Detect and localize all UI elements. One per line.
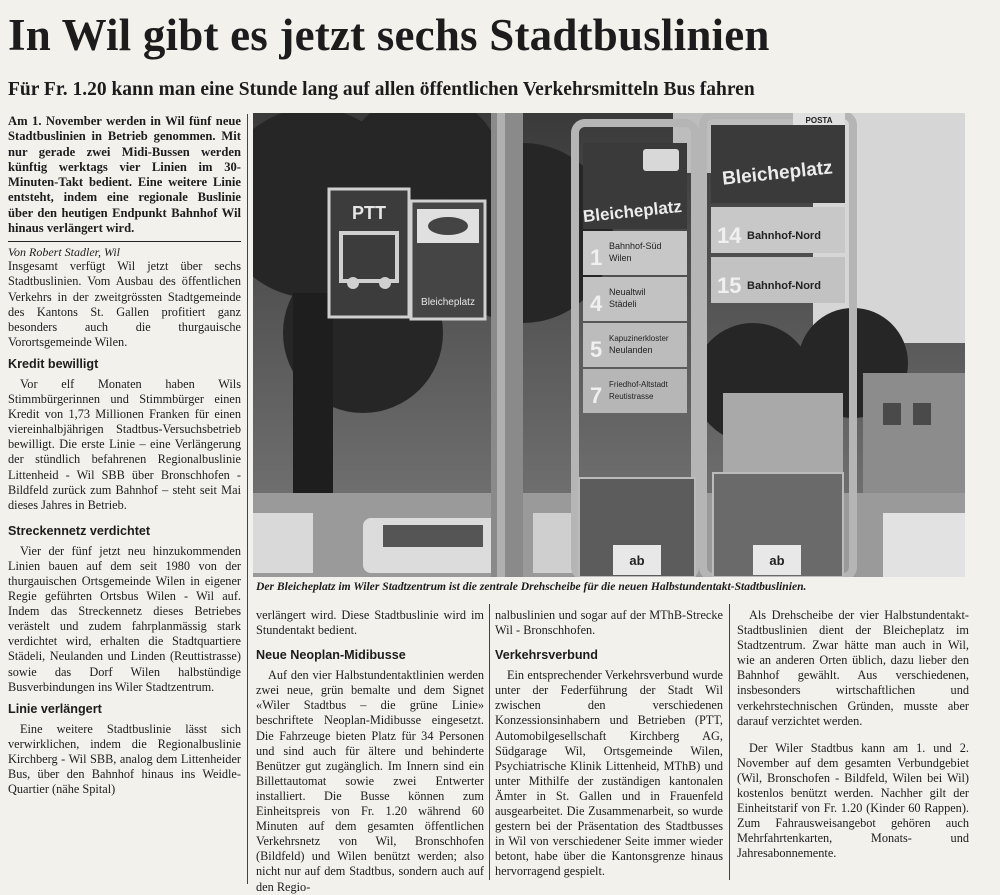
heading-kredit: Kredit bewilligt [8,356,99,371]
column-divider [247,114,248,884]
left-line-1-dest: Bahnhof-Süd [609,241,662,251]
headline: In Wil gibt es jetzt sechs Stadtbuslinien [8,10,770,60]
column-divider-3 [729,604,730,880]
left-line-1-number: 1 [590,245,603,270]
heading-linie: Linie verlängert [8,701,102,716]
left-line-7-dest: Friedhof-Altstadt [609,380,668,389]
left-line-5-dest: Kapuzinerkloster [609,334,669,343]
subheadline: Für Fr. 1.20 kann man eine Stunde lang auf allen öffentlichen Verkehrsmitteln Bus fahren [8,79,755,100]
stop-name-right: Bleicheplatz [721,157,834,190]
streckennetz-paragraph: Vier der fünf jetzt neu hinzukommenden Linien bauen auf dem seit 1980 von der thurgauischen Ortsgemeinde Wilen in eigener Regie geführten Ortsbus Wilen - Wil auf. Indem das Streckennetz dieses Betriebes verästelt und zudem fahrplanmässig stark verdichtet wird, erhalten die Stadtquartiere Städeli, Neulanden und Linden (Reuttistrasse) sowie das Dorf Wilen halbstündige Busverbindungen ins Wiler Stadtzentrum. [8,543,241,694]
intro-paragraph: Insgesamt verfügt Wil jetzt über sechs Stadtbuslinien. Vom Ausbau des öffentlichen Verkehrs in der zweitgrössten Stadtgemeinde des Kantons St. Gallen profitiert ganz besonders auch die thurgauische Vorortsgemeinde Wilen. [8,259,241,349]
verkehrsverbund-paragraph: Ein entsprechender Verkehrsverbund wurde unter der Federführung der Stadt Wil zwischen den verschiedenen Konzessionsinhabern und Betrieben (PTT, Automobilgesellschaft Kirchberg AG, Südgarage Wil, Ortsgemeinde Wilen, Psychiatrische Klinik Littenheid, MThB) und unter Mithilfe der zuständigen kantonalen Ämter in St. Gallen und in Frauenfeld ausgearbeitet. Die Zusammenarbeit, so wurde gestern bei der Präsentation des Stadtbusses in Wil von verschiedener Seite immer wieder betont, habe über die Kantonsgrenze hinaus hervorragend gespielt. [495,668,723,879]
posta-tag: POSTA [805,116,833,125]
stadtbus-paragraph: Der Wiler Stadtbus kann am 1. und 2. November auf dem gesamten Verbundgebiet (Wil, Bronschofen - Bildfeld, Wilen bei Wil) kostenlos benützt werden. Nachher gilt der Einheitstarif von Fr. 1.20 (Kinder 60 Rappen). Zum Fahrausweisangebot gehören auch Mehrfahrtenkarten, Monats- und Jahresabonnemente. [737,740,969,861]
column-4 [737,608,969,862]
right-line-14-dest: Bahnhof-Nord [747,230,821,242]
left-line-4-dest2: Städeli [609,299,637,309]
byline: Von Robert Stadler, Wil [8,245,120,260]
left-line-5-dest2: Neulanden [609,345,653,355]
linie-continuation: verlängert wird. Diese Stadtbuslinie wird im Stundentakt bedient. [256,608,484,638]
photo-caption: Der Bleicheplatz im Wiler Stadtzentrum ist die zentrale Drehscheibe für die neuen Halbstundentakt-Stadtbuslinien. [256,580,807,593]
ptt-sign-text: PTT [352,203,386,223]
stop-name-left: Bleicheplatz [582,196,683,227]
photo-illustration [253,113,965,577]
heading-verkehrsverbund: Verkehrsverbund [495,648,598,663]
neoplan-continuation: nalbuslinien und sogar auf der MThB-Strecke Wil - Bronschhofen. [495,608,723,638]
left-line-7-dest2: Reutistrasse [609,392,654,401]
right-line-14-number: 14 [717,223,742,248]
column-3 [495,608,723,880]
right-line-15-dest: Bahnhof-Nord [747,280,821,292]
left-line-4-number: 4 [590,291,603,316]
right-line-15-number: 15 [717,273,742,298]
column-2 [256,608,484,895]
heading-neoplan: Neue Neoplan-Midibusse [256,648,406,663]
ptt-stop-name: Bleicheplatz [421,297,475,308]
byline-rule [8,241,241,242]
left-line-5-number: 5 [590,337,603,362]
linie-paragraph: Eine weitere Stadtbuslinie lässt sich verwirklichen, indem die Regionalbuslinie Kirchberg - Wil SBB, analog dem Littenheider Bus, über den Bahnhof hinaus ins Weidle-Quartier (nähe Spital) [8,721,241,797]
ticket-box-label-left: ab [629,553,645,568]
column-divider-2 [489,604,490,880]
lead-paragraph: Am 1. November werden in Wil fünf neue Stadtbuslinien in Betrieb genommen. Mit nur gerade zwei Midi-Bussen werden künftig werktags vier Linien im 30-Minuten-Takt bedient. Eine weitere Linie entsteht, indem eine regionale Buslinie über den heutigen Endpunkt Bahnhof Wil hinaus verlängert wird. [8,114,241,236]
left-line-4-dest: Neualtwil [609,287,646,297]
photo-bleicheplatz [253,113,965,577]
neoplan-paragraph: Auf den vier Halbstundentaktlinien werden zwei neue, grün bemalte und dem Signet «Wiler Stadtbus – die grüne Linie» beschriftete Neoplan-Midibusse eingesetzt. Die Fahrzeuge bieten Platz für 34 Personen und sind auch für ältere und behinderte Benützer gut zugänglich. Im Innern sind ein Billettautomat sowie zwei Entwerter installiert. Die Busse können zum Einheitspreis von Fr. 1.20 während 60 Minuten auf dem gesamten öffentlichen Verkehrsnetz von Wil, Bronschhofen (Bildfeld) und Wilen benützt werden; also nicht nur auf dem Stadtbus, sondern auch auf den Regio- [256,668,484,894]
heading-streckennetz: Streckennetz verdichtet [8,523,151,538]
drehscheibe-paragraph: Als Drehscheibe der vier Halbstundentakt-Stadtbuslinien dient der Bleicheplatz im Stadtzentrum. Zwar hätte man auch in Wil, wie an anderen Orten üblich, dazu lieber den Bahnhof gewählt. Aus verschiedenen, insbesonders wirtschaftlichen und verkehrstechnischen Gründen, musste aber darauf verzichtet werden. [737,608,969,728]
ticket-box-label-right: ab [769,553,785,568]
kredit-paragraph: Vor elf Monaten haben Wils Stimmbürgerinnen und Stimmbürger einen Kredit von 1,73 Millionen Franken für einen viereinhalbjährigen Stadtbus-Versuchsbetrieb bewilligt. Die erste Linie – eine Verlängerung der stündlich befahrenen Regionalbuslinie Littenheid - Wil SBB über Bronschhofen - Bildfeld zurück zum Bahnhof – steht seit Mai dieses Jahres in Betrieb. [8,376,241,512]
left-line-1-dest2: Wilen [609,253,632,263]
left-line-7-number: 7 [590,383,603,408]
column-1 [8,114,241,797]
